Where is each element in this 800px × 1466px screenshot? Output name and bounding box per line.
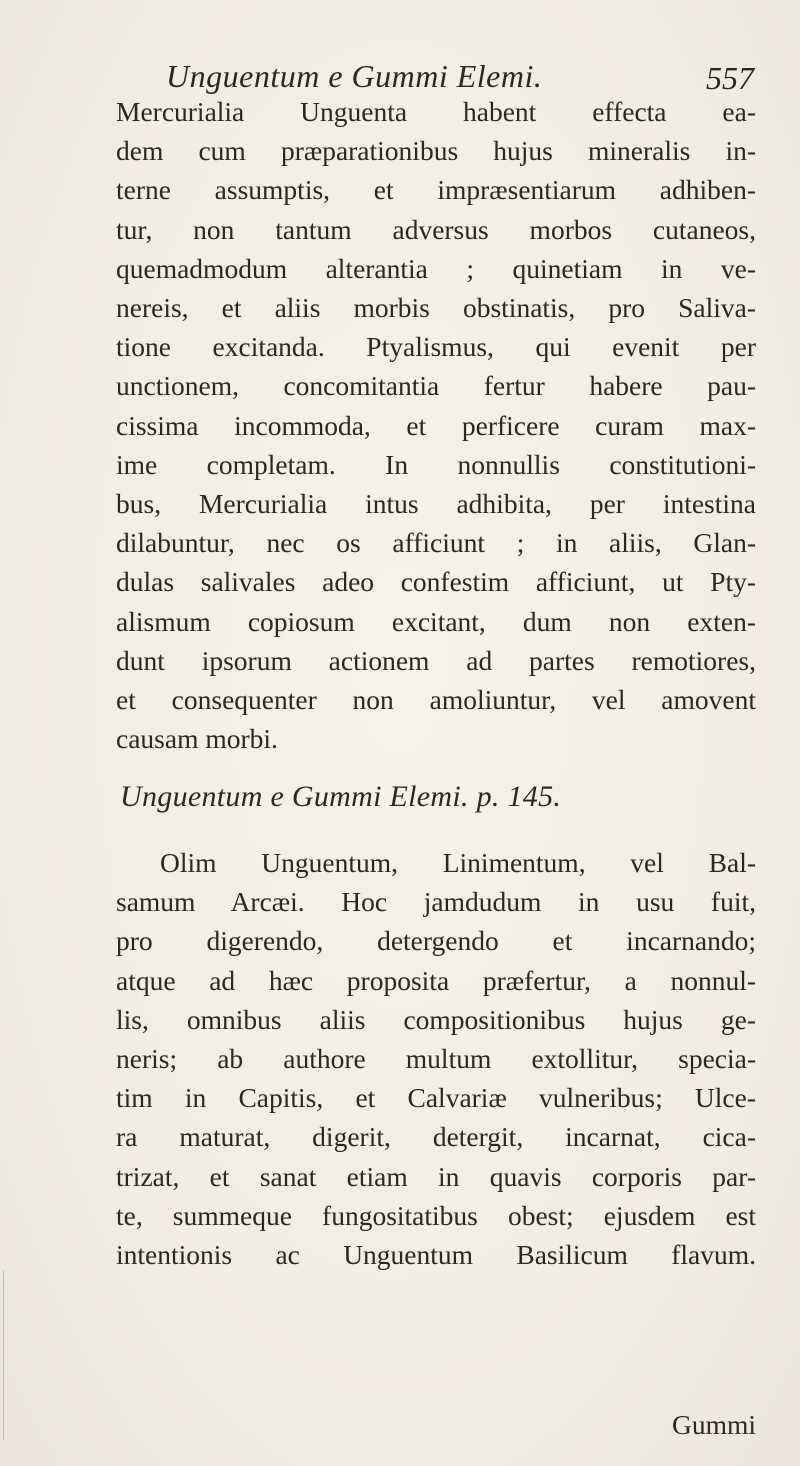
paragraph-mercurialia	[116, 92, 756, 758]
catchword: Gummi	[671, 1409, 756, 1440]
text-line: dulas salivales adeo confestim afficiunt, ut Pty-	[116, 566, 756, 598]
text-line: terne assumptis, et impræsentiarum adhiben-	[116, 174, 756, 206]
text-line: tim in Capitis, et Calvariæ vulneribus; Ulce-	[116, 1082, 756, 1114]
text-line: ra maturat, digerit, detergit, incarnat, cica-	[116, 1121, 756, 1153]
text-line: Olim Unguentum, Linimentum, vel Bal-	[160, 847, 756, 878]
paragraph-olim-unguentum	[116, 843, 756, 1274]
text-line: dunt ipsorum actionem ad partes remotiores,	[116, 644, 756, 676]
text-line: ime completam. In nonnullis constitutioni-	[116, 448, 756, 480]
section-heading: Unguentum e Gummi Elemi. p. 145.	[120, 780, 562, 813]
text-line: Mercurialia Unguenta habent effecta ea-	[116, 96, 756, 127]
text-line: bus, Mercurialia intus adhibita, per intestina	[116, 488, 756, 520]
text-line: unctionem, concomitantia fertur habere pau-	[116, 370, 756, 402]
text-line: lis, omnibus aliis compositionibus hujus ge-	[116, 1003, 756, 1035]
text-line: quemadmodum alterantia ; quinetiam in ve-	[116, 252, 756, 284]
running-title: Unguentum e Gummi Elemi.	[166, 58, 543, 94]
margin-rule	[3, 1270, 4, 1440]
text-line: nereis, et aliis morbis obstinatis, pro Saliva-	[116, 292, 756, 324]
text-line: tione excitanda. Ptyalismus, qui evenit per	[116, 331, 756, 363]
text-line: intentionis ac Unguentum Basilicum flavum.	[116, 1239, 756, 1271]
text-line: atque ad hæc proposita præfertur, a nonnul-	[116, 964, 756, 996]
page-number: 557	[706, 60, 754, 96]
text-line: tur, non tantum adversus morbos cutaneos,	[116, 213, 756, 245]
text-line: cissima incommoda, et perficere curam max-	[116, 409, 756, 441]
text-line: trizat, et sanat etiam in quavis corporis par-	[116, 1160, 756, 1192]
text-line: dem cum præparationibus hujus mineralis in-	[116, 135, 756, 167]
text-line: te, summeque fungositatibus obest; ejusdem est	[116, 1199, 756, 1231]
text-line: causam morbi.	[116, 723, 278, 755]
text-line: samum Arcæi. Hoc jamdudum in usu fuit,	[116, 886, 756, 918]
text-line: pro digerendo, detergendo et incarnando;	[116, 925, 756, 957]
text-line: dilabuntur, nec os afficiunt ; in aliis, Glan-	[116, 527, 756, 559]
text-line: neris; ab authore multum extollitur, specia-	[116, 1043, 756, 1075]
text-line: alismum copiosum excitant, dum non exten-	[116, 605, 756, 637]
text-line: et consequenter non amoliuntur, vel amovent	[116, 684, 756, 716]
